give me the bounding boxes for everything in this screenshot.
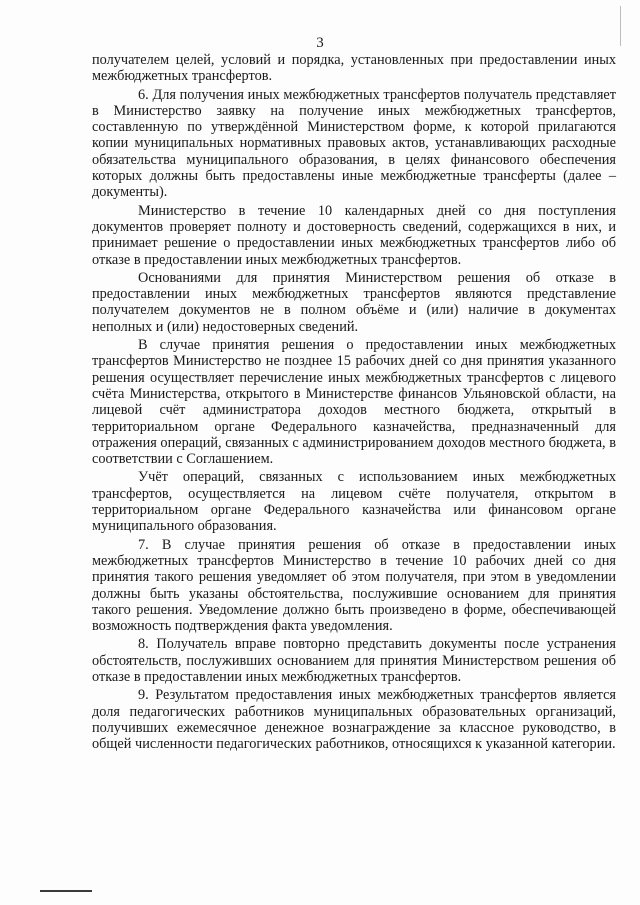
document-body: [92, 52, 616, 754]
paragraph-transfer-procedure: В случае принятия решения о предоставлении иных межбюджетных трансфертов Министерство не позднее 15 рабочих дней со дня принятия указанного решения осуществляет перечисление иных межбюджетных трансфертов с лицевого счёта Министерства, открытого в Министерстве финансов Ульяновской области, на лицевой счёт администратора доходов местного бюджета, открытый в территориальном органе Федерального казначейства, предназначенный для отражения операций, связанных с администрированием доходов местного бюджета, в соответствии с Соглашением.: [92, 337, 616, 468]
paragraph-refusal-grounds: Основаниями для принятия Министерством решения об отказе в предоставлении иных межбюджетных трансфертов являются представление получателем документов не в полном объёме и (или) наличие в документах неполных и (или) недостоверных сведений.: [92, 269, 616, 335]
bottom-scan-mark: [40, 890, 92, 892]
paragraph-accounting: Учёт операций, связанных с использованием иных межбюджетных трансфертов, осуществляется на лицевом счёте получателя, открытом в территориальном органе Федерального казначейства или финансовом органе муниципального образования.: [92, 469, 616, 535]
paragraph-item-9: 9. Результатом предоставления иных межбюджетных трансфертов является доля педагогических работников муниципальных образовательных организаций, получивших ежемесячное денежное вознаграждение за классное руководство, в общей численности педагогических работников, относящихся к указанной категории.: [92, 687, 616, 753]
paragraph-item-7: 7. В случае принятия решения об отказе в предоставлении иных межбюджетных трансфертов Министерство в течение 10 рабочих дней со дня принятия такого решения уведомляет об этом получателя, при этом в уведомлении должны быть указаны обстоятельства, послужившие основанием для принятия такого решения. Уведомление должно быть произведено в форме, обеспечивающей возможность подтверждения факта уведомления.: [92, 536, 616, 635]
paragraph-ministry-review: Министерство в течение 10 календарных дней со дня поступления документов проверяет полноту и достоверность сведений, содержащихся в них, и принимает решение о предоставлении иных межбюджетных трансфертов либо об отказе в предоставлении иных межбюджетных трансфертов.: [92, 202, 616, 268]
paragraph-continuation: получателем целей, условий и порядка, установленных при предоставлении иных межбюджетных трансфертов.: [92, 52, 616, 85]
paragraph-item-6: 6. Для получения иных межбюджетных трансфертов получатель представляет в Министерство заявку на получение иных межбюджетных трансфертов, составленную по утверждённой Министерством форме, к которой прилагаются копии муниципальных нормативных правовых актов, устанавливающих расходные обязательства муниципального образования, в целях финансового обеспечения которых должны быть предоставлены иные межбюджетные трансферты (далее – документы).: [92, 86, 616, 201]
paragraph-item-8: 8. Получатель вправе повторно представить документы после устранения обстоятельств, послуживших основанием для принятия Министерством решения об отказе в предоставлении иных межбюджетных трансфертов.: [92, 636, 616, 685]
page-number: 3: [316, 35, 324, 51]
